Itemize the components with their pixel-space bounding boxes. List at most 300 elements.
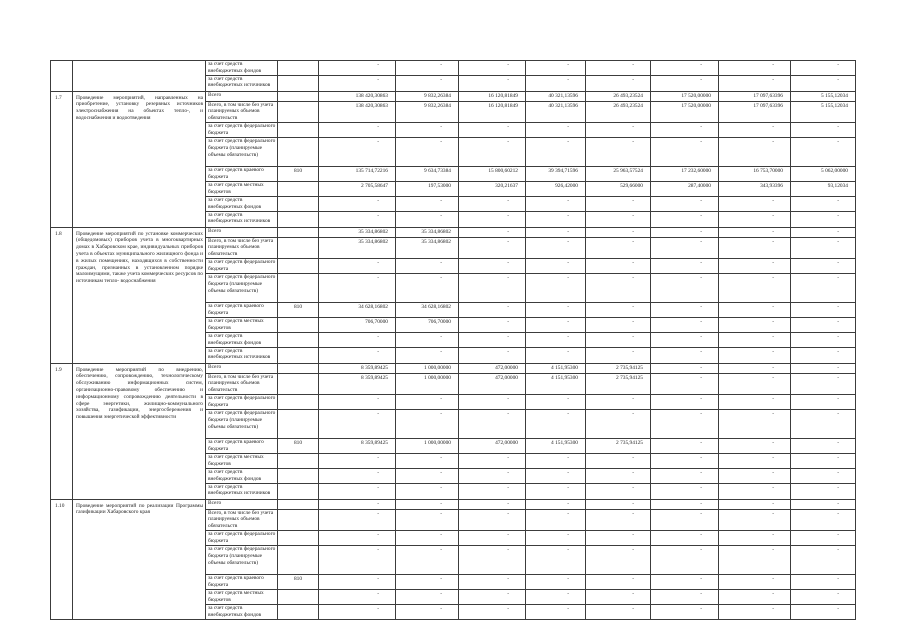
amount-col-6: - [651, 453, 719, 468]
amount-col-8: - [791, 332, 856, 347]
amount-col-8: - [791, 394, 856, 409]
amount-col-3: - [459, 258, 526, 273]
amount-col-4: - [526, 273, 586, 302]
amount-col-4: - [526, 196, 586, 211]
amount-col-8: - [791, 122, 856, 137]
amount-col-7: - [719, 483, 791, 499]
amount-col-5: - [586, 61, 651, 76]
funding-source-label: за счет средств федерального бюджета (планируемые объемы обязательств) [206, 273, 278, 302]
amount-col-5: - [586, 122, 651, 137]
amount-col-7: - [719, 137, 791, 166]
amount-total: - [319, 604, 396, 619]
budget-code [278, 227, 319, 237]
amount-col-5: - [586, 453, 651, 468]
amount-col-2: 9 832,26384 [396, 101, 459, 122]
amount-col-2: - [396, 453, 459, 468]
amount-col-4: - [526, 409, 586, 438]
amount-col-6: - [651, 589, 719, 604]
amount-col-7: - [719, 373, 791, 394]
amount-col-2: 1 000,00000 [396, 373, 459, 394]
amount-col-4: 40 321,13596 [526, 91, 586, 101]
amount-col-3: - [459, 61, 526, 76]
amount-col-3: - [459, 137, 526, 166]
amount-total: 8 359,89425 [319, 363, 396, 373]
amount-col-5: - [586, 483, 651, 499]
amount-col-2: 1 000,00000 [396, 363, 459, 373]
amount-col-4: - [526, 211, 586, 227]
amount-col-4: - [526, 499, 586, 509]
amount-col-3: - [459, 604, 526, 619]
amount-total: 34 628,16802 [319, 302, 396, 317]
amount-col-2: - [396, 409, 459, 438]
amount-col-6: - [651, 530, 719, 545]
budget-code [278, 273, 319, 302]
program-section [51, 363, 856, 499]
amount-col-2: - [396, 258, 459, 273]
amount-total: 35 334,86802 [319, 227, 396, 237]
amount-total: 2 705,58647 [319, 181, 396, 196]
amount-col-3: - [459, 468, 526, 483]
section-number: 1.7 [51, 91, 73, 227]
amount-col-4: - [526, 75, 586, 91]
funding-source-label: Всего [206, 363, 278, 373]
amount-col-2: - [396, 604, 459, 619]
amount-col-5: - [586, 409, 651, 438]
funding-source-label: за счет средств краевого бюджета [206, 438, 278, 453]
amount-col-8: - [791, 302, 856, 317]
amount-col-6: - [651, 363, 719, 373]
amount-col-7: - [719, 347, 791, 363]
amount-col-8: - [791, 468, 856, 483]
funding-source-label: Всего, в том числе без учета планируемых объемов обязательств [206, 509, 278, 530]
funding-row [51, 363, 856, 373]
budget-code [278, 545, 319, 574]
funding-source-label: Всего [206, 499, 278, 509]
amount-col-6: - [651, 347, 719, 363]
budget-code [278, 122, 319, 137]
budget-code [278, 409, 319, 438]
amount-col-8: - [791, 137, 856, 166]
amount-col-5: - [586, 237, 651, 258]
amount-col-4: 4 151,95300 [526, 363, 586, 373]
amount-total: - [319, 530, 396, 545]
amount-col-7: - [719, 409, 791, 438]
amount-col-7: 343,93396 [719, 181, 791, 196]
amount-col-5: - [586, 509, 651, 530]
funding-source-label: Всего, в том числе без учета планируемых объемов обязательств [206, 101, 278, 122]
budget-code [278, 181, 319, 196]
amount-col-2: - [396, 574, 459, 589]
program-section [51, 499, 856, 619]
amount-col-6: - [651, 227, 719, 237]
amount-col-4: - [526, 302, 586, 317]
amount-col-2: - [396, 509, 459, 530]
amount-col-2: 1 000,00000 [396, 438, 459, 453]
amount-col-7: - [719, 453, 791, 468]
amount-col-7: - [719, 604, 791, 619]
budget-code: 810 [278, 166, 319, 181]
funding-row [51, 227, 856, 237]
budget-code [278, 453, 319, 468]
amount-col-6: - [651, 483, 719, 499]
amount-col-5: 25 963,57524 [586, 166, 651, 181]
amount-total: 706,70000 [319, 317, 396, 332]
amount-col-7: - [719, 227, 791, 237]
budget-code [278, 483, 319, 499]
amount-col-3: - [459, 574, 526, 589]
section-number: 1.8 [51, 227, 73, 363]
amount-col-6: - [651, 409, 719, 438]
funding-source-label: Всего [206, 91, 278, 101]
amount-col-3: - [459, 483, 526, 499]
amount-col-2: - [396, 61, 459, 76]
amount-col-8: - [791, 373, 856, 394]
amount-col-2: - [396, 483, 459, 499]
amount-col-3: - [459, 499, 526, 509]
amount-col-8: - [791, 258, 856, 273]
amount-col-2: 9 634,73384 [396, 166, 459, 181]
amount-col-3: 16 120,81849 [459, 101, 526, 122]
amount-col-2: - [396, 589, 459, 604]
amount-col-2: - [396, 468, 459, 483]
amount-col-8: - [791, 499, 856, 509]
budget-code [278, 332, 319, 347]
amount-col-5: - [586, 604, 651, 619]
amount-col-7: 17 097,63396 [719, 91, 791, 101]
funding-source-label: за счет средств местных бюджетов [206, 453, 278, 468]
program-section [51, 91, 856, 227]
funding-source-label: за счет средств внебюджетных источников [206, 347, 278, 363]
funding-source-label: за счет средств внебюджетных фондов [206, 332, 278, 347]
amount-col-7: - [719, 574, 791, 589]
amount-col-7: - [719, 545, 791, 574]
amount-col-7: - [719, 363, 791, 373]
funding-source-label: Всего [206, 227, 278, 237]
funding-source-label: за счет средств федерального бюджета [206, 258, 278, 273]
amount-col-5: - [586, 302, 651, 317]
budget-code [278, 258, 319, 273]
budget-table [50, 60, 856, 620]
amount-col-8: - [791, 196, 856, 211]
amount-col-3: - [459, 530, 526, 545]
funding-row [51, 61, 856, 76]
amount-total: 135 714,72216 [319, 166, 396, 181]
amount-col-3: - [459, 509, 526, 530]
amount-col-8: - [791, 347, 856, 363]
amount-col-2: 9 832,26384 [396, 91, 459, 101]
funding-source-label: Всего, в том числе без учета планируемых объемов обязательств [206, 373, 278, 394]
amount-total: - [319, 483, 396, 499]
amount-col-4: - [526, 61, 586, 76]
amount-col-3: - [459, 589, 526, 604]
amount-total: - [319, 574, 396, 589]
amount-col-5: - [586, 317, 651, 332]
amount-total: - [319, 499, 396, 509]
amount-col-4: - [526, 394, 586, 409]
amount-col-6: - [651, 61, 719, 76]
amount-col-2: 35 334,86802 [396, 227, 459, 237]
amount-col-8: - [791, 589, 856, 604]
amount-col-6: - [651, 273, 719, 302]
amount-col-8: 5 155,12034 [791, 91, 856, 101]
budget-code [278, 196, 319, 211]
amount-col-2: 197,53000 [396, 181, 459, 196]
amount-col-8: - [791, 227, 856, 237]
amount-col-3: 472,00000 [459, 438, 526, 453]
amount-col-7: - [719, 468, 791, 483]
amount-col-3: - [459, 122, 526, 137]
amount-col-3: 15 800,60212 [459, 166, 526, 181]
amount-col-3: - [459, 227, 526, 237]
amount-col-7: - [719, 302, 791, 317]
amount-col-4: - [526, 122, 586, 137]
amount-col-4: - [526, 589, 586, 604]
amount-col-5: - [586, 574, 651, 589]
amount-col-3: - [459, 75, 526, 91]
amount-col-3: - [459, 317, 526, 332]
amount-col-6: - [651, 211, 719, 227]
amount-col-3: - [459, 302, 526, 317]
budget-code [278, 317, 319, 332]
amount-col-7: - [719, 394, 791, 409]
amount-col-2: 34 628,16802 [396, 302, 459, 317]
amount-total: - [319, 347, 396, 363]
amount-col-4: 40 321,13596 [526, 101, 586, 122]
amount-col-6: - [651, 317, 719, 332]
amount-total: - [319, 453, 396, 468]
empty-number-cell [51, 61, 73, 92]
amount-col-6: - [651, 468, 719, 483]
amount-col-8: 93,12034 [791, 181, 856, 196]
amount-col-7: - [719, 258, 791, 273]
amount-col-3: - [459, 394, 526, 409]
amount-col-4: - [526, 317, 586, 332]
amount-col-7: - [719, 237, 791, 258]
amount-col-4: - [526, 574, 586, 589]
amount-col-2: - [396, 394, 459, 409]
amount-col-7: - [719, 317, 791, 332]
amount-col-7: - [719, 438, 791, 453]
amount-col-3: - [459, 453, 526, 468]
amount-col-8: - [791, 363, 856, 373]
amount-col-3: - [459, 196, 526, 211]
amount-col-2: 706,70000 [396, 317, 459, 332]
amount-col-6: - [651, 196, 719, 211]
amount-col-2: - [396, 211, 459, 227]
funding-source-label: за счет средств внебюджетных фондов [206, 196, 278, 211]
amount-col-4: - [526, 332, 586, 347]
budget-code [278, 604, 319, 619]
amount-col-5: - [586, 589, 651, 604]
amount-col-6: - [651, 302, 719, 317]
amount-col-3: - [459, 347, 526, 363]
amount-total: - [319, 468, 396, 483]
amount-col-2: - [396, 196, 459, 211]
section-number: 1.10 [51, 499, 73, 619]
amount-col-7: - [719, 75, 791, 91]
amount-col-6: - [651, 499, 719, 509]
budget-code [278, 373, 319, 394]
amount-col-2: - [396, 122, 459, 137]
amount-col-7: - [719, 332, 791, 347]
amount-col-5: - [586, 530, 651, 545]
amount-col-3: - [459, 237, 526, 258]
amount-col-6: 287,40000 [651, 181, 719, 196]
budget-code: 810 [278, 302, 319, 317]
amount-col-8: - [791, 530, 856, 545]
amount-col-4: - [526, 453, 586, 468]
amount-col-6: - [651, 438, 719, 453]
funding-source-label: за счет средств местных бюджетов [206, 181, 278, 196]
amount-col-3: - [459, 332, 526, 347]
amount-col-8: - [791, 61, 856, 76]
amount-total: - [319, 196, 396, 211]
amount-col-6: - [651, 574, 719, 589]
section-number: 1.9 [51, 363, 73, 499]
amount-col-6: - [651, 604, 719, 619]
amount-col-7: 16 753,70000 [719, 166, 791, 181]
funding-source-label: за счет средств краевого бюджета [206, 166, 278, 181]
budget-code [278, 101, 319, 122]
amount-col-8: - [791, 453, 856, 468]
amount-col-6: - [651, 509, 719, 530]
amount-col-8: - [791, 237, 856, 258]
funding-source-label: за счет средств местных бюджетов [206, 317, 278, 332]
amount-col-7: - [719, 273, 791, 302]
amount-col-6: 17 520,00000 [651, 101, 719, 122]
amount-col-2: - [396, 530, 459, 545]
amount-total: - [319, 332, 396, 347]
amount-col-4: 4 151,95300 [526, 438, 586, 453]
amount-total: - [319, 394, 396, 409]
funding-source-label: за счет средств краевого бюджета [206, 302, 278, 317]
amount-col-2: - [396, 332, 459, 347]
empty-description-cell [73, 61, 206, 92]
amount-col-3: 16 120,81849 [459, 91, 526, 101]
amount-col-5: 26 493,23524 [586, 101, 651, 122]
amount-col-4: - [526, 347, 586, 363]
section-description: Проведение мероприятий, направленных на приобретение, установку резервных источников электроснабжения на объектах тепло-, и водоснабжения и водоотведения [73, 91, 206, 227]
amount-col-3: 472,00000 [459, 373, 526, 394]
funding-source-label: за счет средств внебюджетных фондов [206, 61, 278, 76]
amount-col-8: - [791, 409, 856, 438]
amount-col-3: - [459, 273, 526, 302]
amount-col-5: - [586, 499, 651, 509]
funding-source-label: за счет средств внебюджетных источников [206, 75, 278, 91]
budget-code [278, 530, 319, 545]
amount-col-3: 472,00000 [459, 363, 526, 373]
funding-source-label: за счет средств местных бюджетов [206, 589, 278, 604]
amount-col-3: 320,21637 [459, 181, 526, 196]
budget-code [278, 509, 319, 530]
amount-col-4: - [526, 468, 586, 483]
amount-col-2: - [396, 347, 459, 363]
amount-total: 138 420,30863 [319, 101, 396, 122]
funding-source-label: за счет средств внебюджетных источников [206, 483, 278, 499]
amount-col-4: 4 151,95300 [526, 373, 586, 394]
budget-code [278, 499, 319, 509]
amount-col-5: - [586, 211, 651, 227]
budget-code [278, 363, 319, 373]
amount-col-7: - [719, 530, 791, 545]
amount-col-8: - [791, 574, 856, 589]
funding-source-label: за счет средств внебюджетных источников [206, 211, 278, 227]
amount-total: 8 359,89425 [319, 438, 396, 453]
amount-col-4: - [526, 237, 586, 258]
budget-code [278, 61, 319, 76]
budget-code [278, 237, 319, 258]
budget-code [278, 394, 319, 409]
amount-col-6: - [651, 373, 719, 394]
amount-col-8: - [791, 211, 856, 227]
budget-code [278, 589, 319, 604]
amount-col-8: - [791, 604, 856, 619]
amount-col-8: - [791, 438, 856, 453]
amount-col-4: - [526, 604, 586, 619]
funding-source-label: за счет средств внебюджетных фондов [206, 604, 278, 619]
funding-source-label: за счет средств федерального бюджета (планируемые объемы обязательств) [206, 545, 278, 574]
amount-col-6: - [651, 394, 719, 409]
amount-col-5: - [586, 227, 651, 237]
section-description: Проведение мероприятий по внедрению, обеспечению, сопровождению, технологическому обслуживанию информационных систем, организационно-правовому обеспечению и информационному сопровождению деятельности в сфере энергетики, жилищно-коммунального хозяйства, газификации, энергосбережения и повышения энергетической эффективности [73, 363, 206, 499]
amount-col-5: 2 735,94125 [586, 438, 651, 453]
funding-source-label: за счет средств федерального бюджета [206, 122, 278, 137]
amount-col-5: - [586, 258, 651, 273]
amount-total: 8 359,89425 [319, 373, 396, 394]
amount-col-7: 17 097,63396 [719, 101, 791, 122]
amount-total: - [319, 75, 396, 91]
amount-total: 138 420,30863 [319, 91, 396, 101]
amount-col-8: - [791, 273, 856, 302]
amount-total: - [319, 137, 396, 166]
amount-col-6: - [651, 545, 719, 574]
amount-col-5: - [586, 75, 651, 91]
amount-col-5: 2 735,94125 [586, 363, 651, 373]
budget-code [278, 137, 319, 166]
amount-total: - [319, 211, 396, 227]
amount-col-8: 5 155,12034 [791, 101, 856, 122]
funding-row [51, 499, 856, 509]
amount-col-7: - [719, 211, 791, 227]
amount-col-8: - [791, 545, 856, 574]
amount-col-5: 529,66000 [586, 181, 651, 196]
amount-col-8: 5 062,00000 [791, 166, 856, 181]
amount-col-8: - [791, 509, 856, 530]
amount-col-7: - [719, 589, 791, 604]
amount-col-6: - [651, 258, 719, 273]
funding-source-label: Всего, в том числе без учета планируемых объемов обязательств [206, 237, 278, 258]
amount-total: - [319, 545, 396, 574]
amount-col-5: - [586, 347, 651, 363]
amount-col-4: - [526, 530, 586, 545]
amount-col-6: 17 520,00000 [651, 91, 719, 101]
section-description: Проведение мероприятий по реализации Программы газификации Хабаровского края [73, 499, 206, 619]
amount-col-3: - [459, 545, 526, 574]
amount-total: - [319, 273, 396, 302]
amount-col-5: - [586, 332, 651, 347]
amount-total: - [319, 61, 396, 76]
amount-total: - [319, 409, 396, 438]
amount-col-4: - [526, 509, 586, 530]
amount-col-6: - [651, 332, 719, 347]
amount-col-2: - [396, 75, 459, 91]
amount-col-4: - [526, 258, 586, 273]
amount-col-4: - [526, 545, 586, 574]
budget-code [278, 91, 319, 101]
budget-code: 810 [278, 438, 319, 453]
amount-col-7: - [719, 499, 791, 509]
amount-col-2: - [396, 499, 459, 509]
